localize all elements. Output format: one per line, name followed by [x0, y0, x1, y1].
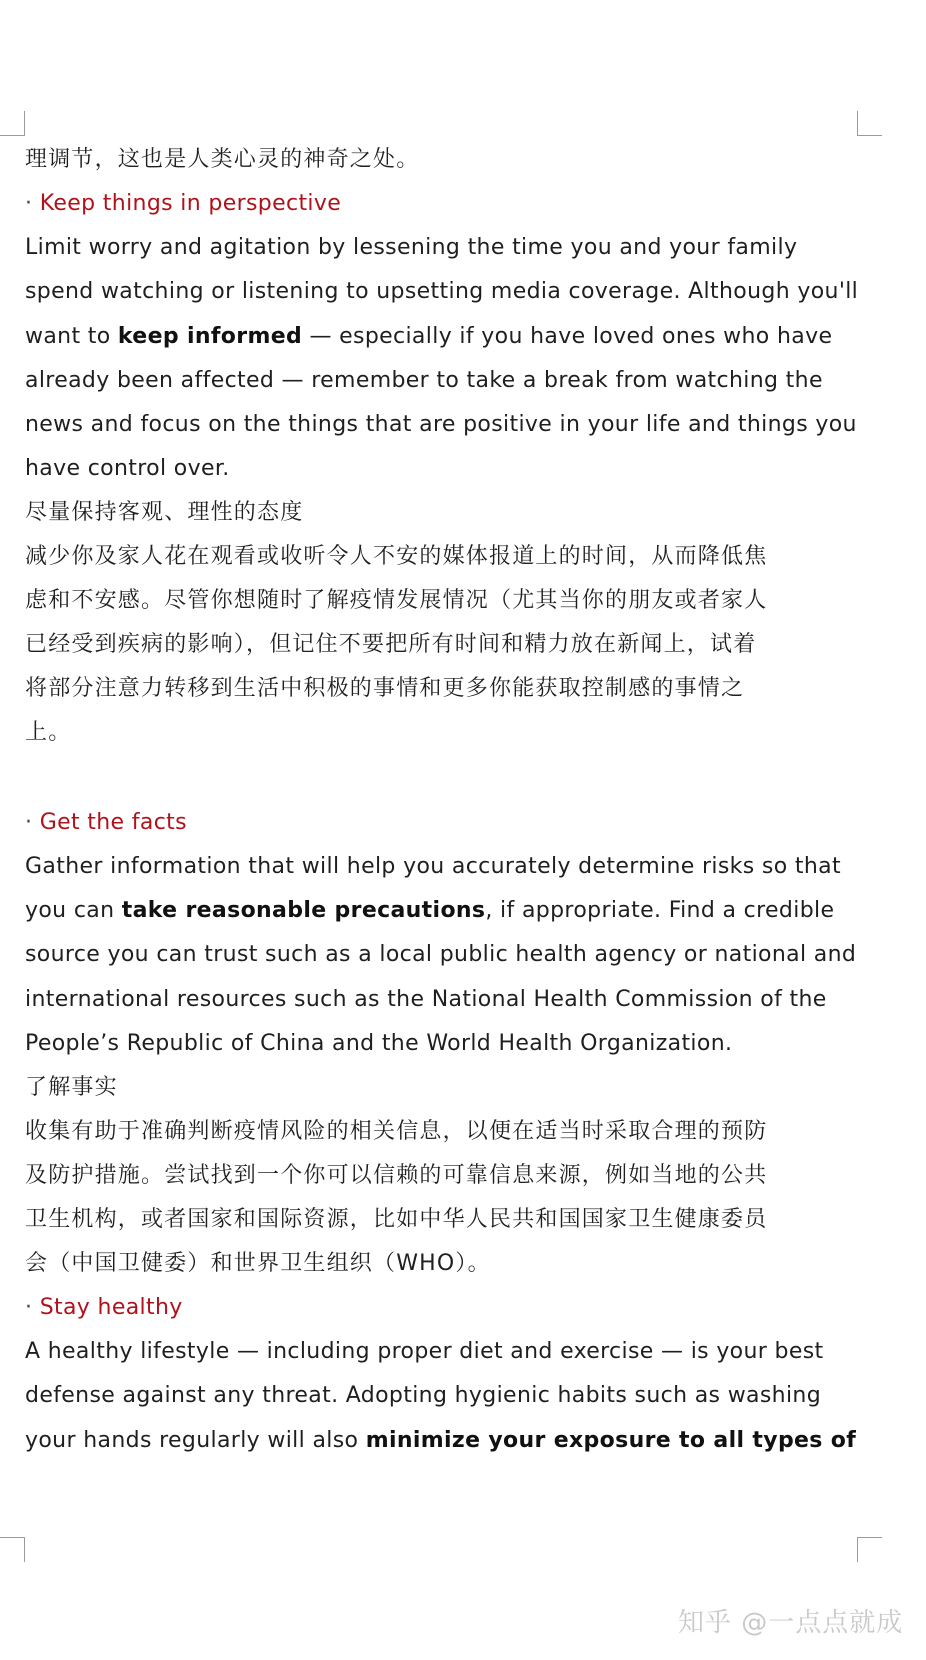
- heading-bullet: ·: [25, 810, 33, 835]
- zh-paragraph-line: 会（中国卫健委）和世界卫生组织（WHO）。: [25, 1251, 491, 1276]
- heading-text: Keep things in perspective: [39, 191, 342, 216]
- zh-paragraph-line: 收集有助于准确判断疫情风险的相关信息，以便在适当时采取合理的预防: [25, 1119, 768, 1144]
- text-run: , if appropriate. Find a credible: [485, 898, 835, 923]
- text-run: want to: [25, 324, 111, 349]
- zh-paragraph-line: 卫生机构，或者国家和国际资源，比如中华人民共和国国家卫生健康委员: [25, 1207, 768, 1232]
- bold-take-precautions: take reasonable precautions: [121, 898, 486, 923]
- text-run: you can: [25, 898, 115, 923]
- paragraph-line: international resources such as the National Health Commission of the: [25, 987, 827, 1012]
- zh-paragraph-line: 及防护措施。尝试找到一个你可以信赖的可靠信息来源，例如当地的公共: [25, 1163, 768, 1188]
- bold-keep-informed: keep informed: [117, 324, 303, 349]
- zh-section-title: 尽量保持客观、理性的态度: [25, 500, 304, 525]
- paragraph-line: [25, 1426, 865, 1456]
- zh-paragraph-line: 已经受到疾病的影响），但记住不要把所有时间和精力放在新闻上，试着: [25, 632, 757, 657]
- heading-text: Get the facts: [39, 810, 187, 835]
- paragraph-line: [25, 322, 865, 352]
- section-heading-keep-perspective: [25, 189, 865, 219]
- heading-bullet: ·: [25, 191, 33, 216]
- paragraph-line: Limit worry and agitation by lessening the time you and your family: [25, 235, 798, 260]
- page-corner-mark-top-right: [857, 111, 882, 136]
- paragraph-line: A healthy lifestyle — including proper diet and exercise — is your best: [25, 1339, 824, 1364]
- text-run: — especially if you have loved ones who have: [309, 324, 833, 349]
- paragraph-line: have control over.: [25, 456, 230, 481]
- page-corner-mark-bottom-left: [0, 1537, 25, 1562]
- paragraph-line: already been affected — remember to take a break from watching the: [25, 368, 823, 393]
- zhihu-watermark: 知乎 @一点点就成: [678, 1608, 904, 1638]
- zh-paragraph-line: 减少你及家人花在观看或收听令人不安的媒体报道上的时间，从而降低焦: [25, 544, 768, 569]
- paragraph-line: source you can trust such as a local public health agency or national and: [25, 942, 857, 967]
- paragraph-line: Gather information that will help you accurately determine risks so that: [25, 854, 841, 879]
- paragraph-line: People’s Republic of China and the World Health Organization.: [25, 1031, 733, 1056]
- page-corner-mark-bottom-right: [857, 1537, 882, 1562]
- paragraph-line: spend watching or listening to upsetting media coverage. Although you'll: [25, 279, 859, 304]
- heading-bullet: ·: [25, 1295, 33, 1320]
- zh-section-title: 了解事实: [25, 1075, 118, 1100]
- paragraph-line: news and focus on the things that are positive in your life and things you: [25, 412, 857, 437]
- paragraph-line: [25, 896, 865, 926]
- paragraph-line: defense against any threat. Adopting hygienic habits such as washing: [25, 1383, 822, 1408]
- section-heading-get-facts: [25, 808, 865, 838]
- bold-minimize-exposure: minimize your exposure to all types of: [365, 1428, 857, 1453]
- zh-paragraph-line: 将部分注意力转移到生活中积极的事情和更多你能获取控制感的事情之: [25, 676, 745, 701]
- heading-text: Stay healthy: [39, 1295, 183, 1320]
- zh-paragraph-line: 上。: [25, 720, 72, 745]
- section-heading-stay-healthy: [25, 1293, 865, 1323]
- zh-paragraph-line: 虑和不安感。尽管你想随时了解疫情发展情况（尤其当你的朋友或者家人: [25, 588, 768, 613]
- page-corner-mark-top-left: [0, 111, 25, 136]
- intro-zh-line: 理调节，这也是人类心灵的神奇之处。: [25, 147, 420, 172]
- text-run: your hands regularly will also: [25, 1428, 359, 1453]
